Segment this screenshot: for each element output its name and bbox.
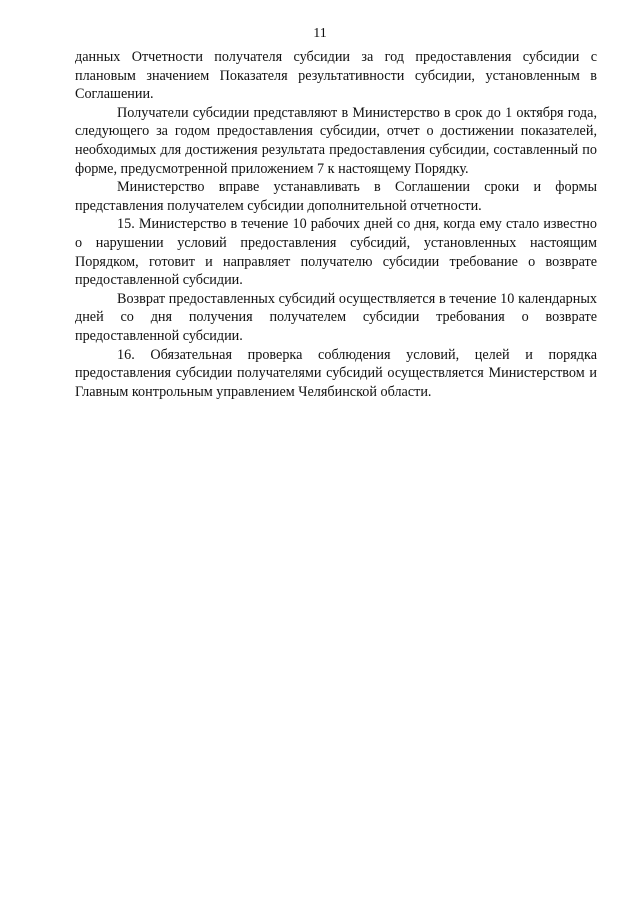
paragraph-subsidy-return: Возврат предоставленных субсидий осуществляется в течение 10 календарных дней со дня получения получателем субсидии требования о возврате предоставленной субсидии.: [75, 290, 597, 344]
paragraph-reporting-comparison: данных Отчетности получателя субсидии за год предоставления субсидии с плановым значением Показателя результативности субсидии, установленным в Соглашении.: [75, 49, 597, 103]
paragraph-section-16: 16. Обязательная проверка соблюдения условий, целей и порядка предоставления субсидии получателями субсидий осуществляется Министерством и Главным контрольным управлением Челябинской области.: [75, 346, 597, 400]
paragraph-section-15: 15. Министерство в течение 10 рабочих дней со дня, когда ему стало известно о нарушении условий предоставления субсидий, установленных настоящим Порядком, готовит и направляет получателю субсидии требование о возврате предоставленной субсидии.: [75, 216, 597, 289]
page-number: 11: [313, 26, 327, 41]
paragraph-report-deadline: Получатели субсидии представляют в Министерство в срок до 1 октября года, следующего за годом предоставления субсидии, отчет о достижении показателей, необходимых для достижения результата предоставления субсидии, составленный по форме, предусмотренной приложением 7 к настоящему Порядку.: [75, 104, 597, 177]
document-body: [75, 48, 597, 401]
paragraph-additional-reporting: Министерство вправе устанавливать в Соглашении сроки и формы представления получателем субсидии дополнительной отчетности.: [75, 179, 597, 214]
